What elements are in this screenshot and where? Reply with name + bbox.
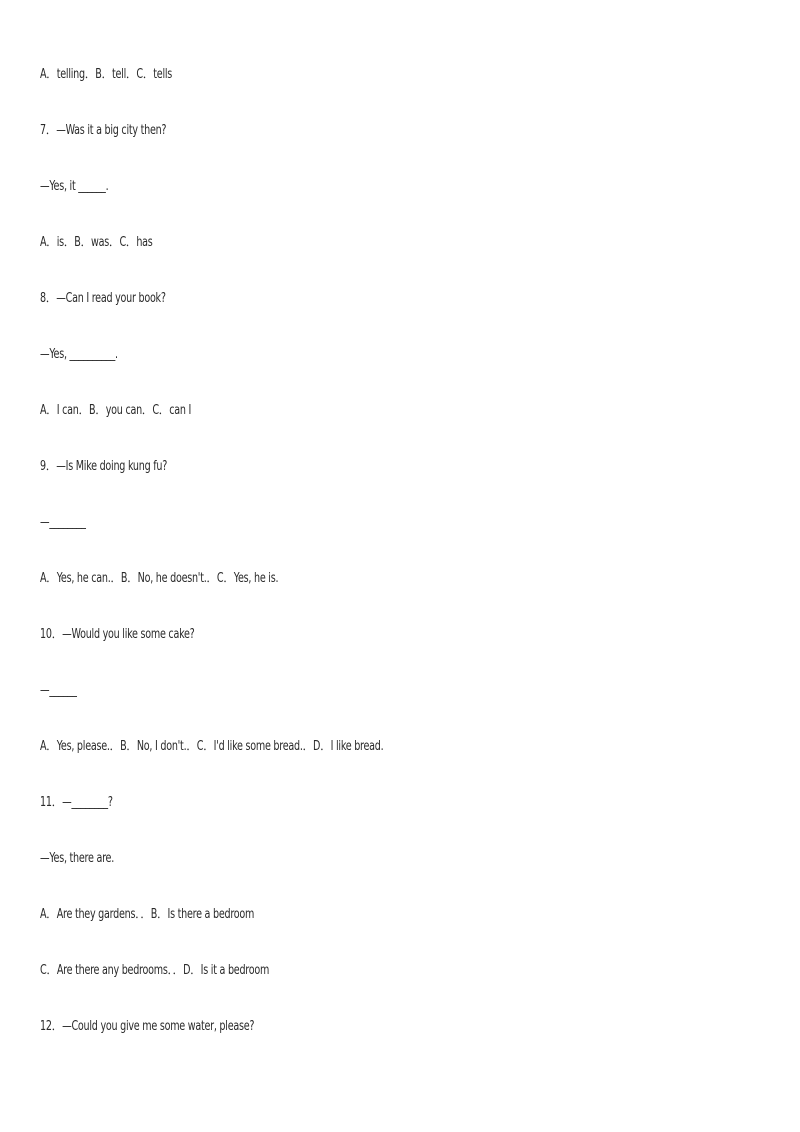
option-line-q6: A．telling．B．tell．C．tells xyxy=(40,67,173,82)
question-9: 9．—Is Mike doing kung fu? xyxy=(40,459,168,474)
option-line-q11-cd: C．Are there any bedrooms．．D．Is it a bedroom xyxy=(40,963,270,978)
answer-line-q8: —Yes, __________. xyxy=(40,347,118,362)
question-10: 10．—Would you like some cake? xyxy=(40,627,195,642)
option-line-q7: A．is．B．was．C．has xyxy=(40,235,153,250)
option-line-q9: A．Yes, he can.．B．No, he doesn't.．C．Yes, he is. xyxy=(40,571,279,586)
question-8: 8．—Can I read your book? xyxy=(40,291,166,306)
answer-line-q7: —Yes, it ______. xyxy=(40,179,109,194)
question-11: 11．—________? xyxy=(40,795,113,810)
question-12: 12．—Could you give me some water, please? xyxy=(40,1019,255,1034)
option-line-q10: A．Yes, please.．B．No, I don't.．C．I'd like some bread.．D．I like bread. xyxy=(40,739,384,754)
answer-line-q10: —______ xyxy=(40,683,77,698)
option-line-q8: A．I can．B．you can．C．can I xyxy=(40,403,192,418)
option-line-q11-ab: A．Are they gardens．．B．Is there a bedroom xyxy=(40,907,255,922)
question-7: 7．—Was it a big city then? xyxy=(40,123,167,138)
answer-line-q11: —Yes, there are. xyxy=(40,851,115,866)
answer-line-q9: —________ xyxy=(40,515,86,530)
